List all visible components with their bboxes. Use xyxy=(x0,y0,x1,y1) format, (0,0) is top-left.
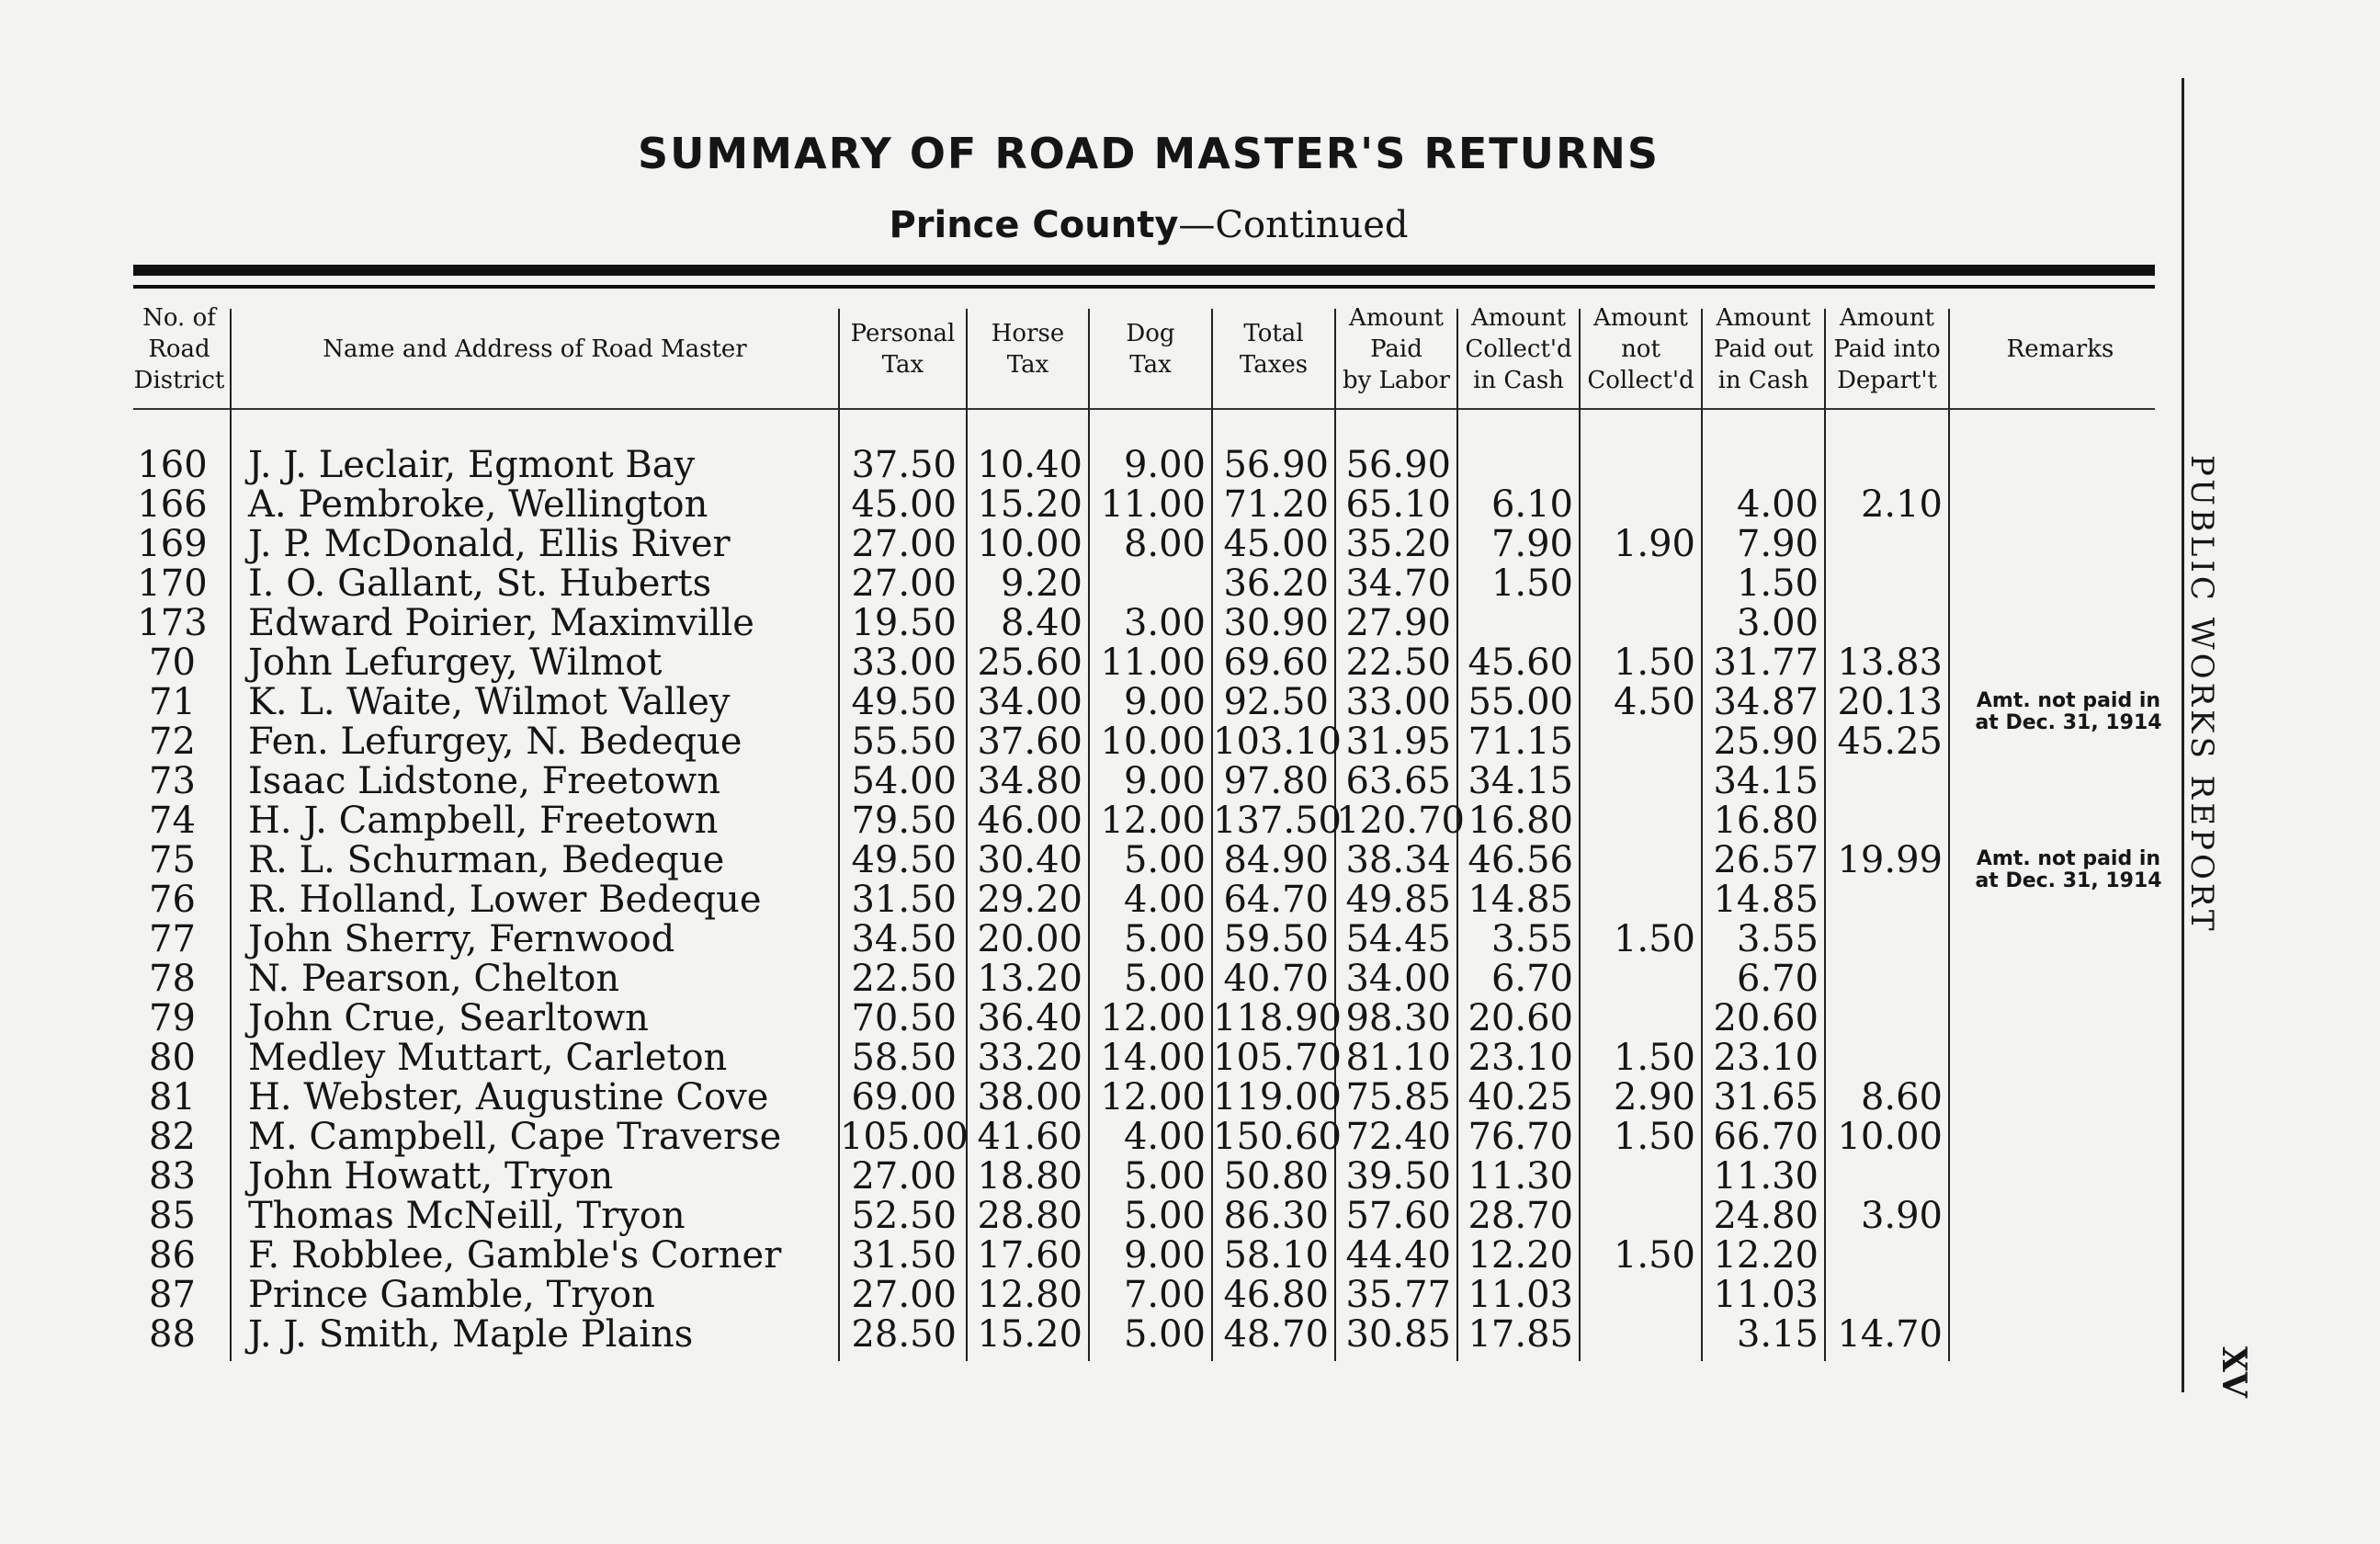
cell-dog: 9.00 xyxy=(1123,760,1206,802)
cell-labor: 39.50 xyxy=(1345,1155,1451,1198)
cell-paid-out: 26.57 xyxy=(1713,839,1819,881)
cell-horse: 18.80 xyxy=(977,1155,1082,1198)
subtitle-county: Prince County xyxy=(889,204,1179,246)
cell-not-collected: 2.90 xyxy=(1613,1076,1695,1118)
cell-personal: 105.00 xyxy=(840,1116,969,1158)
cell-horse: 30.40 xyxy=(977,839,1082,881)
cell-district: 79 xyxy=(149,997,196,1039)
cell-paid-out: 4.00 xyxy=(1736,483,1819,526)
cell-not-collected: 4.50 xyxy=(1613,681,1695,723)
cell-district: 173 xyxy=(137,602,208,644)
cell-district: 82 xyxy=(149,1116,196,1158)
cell-personal: 49.50 xyxy=(851,839,957,881)
cell-collected: 14.85 xyxy=(1468,879,1573,921)
cell-horse: 20.00 xyxy=(977,918,1082,960)
cell-paid-out: 20.60 xyxy=(1713,997,1819,1039)
header-rule-thick xyxy=(133,265,2155,276)
cell-personal: 22.50 xyxy=(851,958,957,1000)
cell-paid-out: 1.50 xyxy=(1736,562,1819,605)
cell-collected: 23.10 xyxy=(1468,1037,1573,1079)
cell-paid-out: 34.15 xyxy=(1713,760,1819,802)
cell-name: John Howatt, Tryon xyxy=(248,1155,614,1198)
cell-personal: 45.00 xyxy=(851,483,957,526)
remark-note: Amt. not paid in at Dec. 31, 1914 xyxy=(1975,847,2162,892)
cell-horse: 46.00 xyxy=(977,800,1082,842)
cell-personal: 34.50 xyxy=(851,918,957,960)
table-row xyxy=(0,525,2380,564)
cell-name: H. J. Campbell, Freetown xyxy=(248,800,719,842)
cell-dog: 8.00 xyxy=(1123,523,1206,565)
header-not-collected: Amount not Collect'd xyxy=(1587,304,1694,394)
cell-dog: 5.00 xyxy=(1123,958,1206,1000)
cell-district: 70 xyxy=(149,641,196,684)
cell-not-collected: 1.90 xyxy=(1613,523,1695,565)
cell-horse: 17.60 xyxy=(977,1234,1082,1277)
cell-total: 45.00 xyxy=(1223,523,1329,565)
cell-paid-into: 3.90 xyxy=(1860,1195,1943,1237)
cell-name: F. Robblee, Gamble's Corner xyxy=(248,1234,782,1277)
cell-name: J. J. Leclair, Egmont Bay xyxy=(248,444,696,486)
cell-labor: 49.85 xyxy=(1345,879,1451,921)
cell-not-collected: 1.50 xyxy=(1613,1234,1695,1277)
cell-personal: 52.50 xyxy=(851,1195,957,1237)
table-row xyxy=(0,485,2380,525)
cell-district: 83 xyxy=(149,1155,196,1198)
cell-paid-out: 24.80 xyxy=(1713,1195,1819,1237)
cell-collected: 3.55 xyxy=(1490,918,1573,960)
cell-collected: 46.56 xyxy=(1468,839,1573,881)
cell-personal: 27.00 xyxy=(851,523,957,565)
cell-name: M. Campbell, Cape Traverse xyxy=(248,1116,782,1158)
cell-personal: 54.00 xyxy=(851,760,957,802)
cell-paid-out: 34.87 xyxy=(1713,681,1819,723)
table-row xyxy=(0,604,2380,643)
cell-paid-out: 11.30 xyxy=(1713,1155,1819,1198)
cell-total: 71.20 xyxy=(1223,483,1329,526)
table-row xyxy=(0,1276,2380,1315)
cell-horse: 41.60 xyxy=(977,1116,1082,1158)
cell-collected: 6.10 xyxy=(1490,483,1573,526)
cell-horse: 37.60 xyxy=(977,721,1082,763)
cell-labor: 31.95 xyxy=(1345,721,1451,763)
cell-labor: 75.85 xyxy=(1345,1076,1451,1118)
cell-collected: 71.15 xyxy=(1468,721,1573,763)
header-paid-into-department: Amount Paid into Depart't xyxy=(1833,304,1941,394)
cell-dog: 5.00 xyxy=(1123,918,1206,960)
cell-collected: 55.00 xyxy=(1468,681,1573,723)
cell-labor: 81.10 xyxy=(1345,1037,1451,1079)
table-row xyxy=(0,1078,2380,1118)
cell-dog: 4.00 xyxy=(1123,1116,1206,1158)
header-paid-by-labor: Amount Paid by Labor xyxy=(1342,304,1451,394)
cell-district: 76 xyxy=(149,879,196,921)
cell-horse: 33.20 xyxy=(977,1037,1082,1079)
cell-name: R. Holland, Lower Bedeque xyxy=(248,879,762,921)
cell-dog: 11.00 xyxy=(1100,483,1206,526)
cell-horse: 15.20 xyxy=(977,483,1082,526)
cell-paid-into: 45.25 xyxy=(1837,721,1943,763)
cell-total: 69.60 xyxy=(1223,641,1329,684)
cell-labor: 33.00 xyxy=(1345,681,1451,723)
cell-district: 169 xyxy=(137,523,208,565)
cell-labor: 27.90 xyxy=(1345,602,1451,644)
remark-note: Amt. not paid in at Dec. 31, 1914 xyxy=(1975,689,2162,734)
cell-total: 119.00 xyxy=(1213,1076,1342,1118)
cell-total: 58.10 xyxy=(1223,1234,1329,1277)
cell-name: N. Pearson, Chelton xyxy=(248,958,620,1000)
cell-total: 150.60 xyxy=(1213,1116,1342,1158)
cell-not-collected: 1.50 xyxy=(1613,1116,1695,1158)
cell-name: Edward Poirier, Maximville xyxy=(248,602,754,644)
cell-paid-out: 7.90 xyxy=(1736,523,1819,565)
cell-district: 86 xyxy=(149,1234,196,1277)
cell-labor: 57.60 xyxy=(1345,1195,1451,1237)
cell-paid-out: 31.77 xyxy=(1713,641,1819,684)
cell-total: 92.50 xyxy=(1223,681,1329,723)
table-row xyxy=(0,920,2380,959)
header-dog-tax: Dog Tax xyxy=(1126,320,1175,379)
cell-name: J. J. Smith, Maple Plains xyxy=(248,1313,694,1356)
cell-labor: 98.30 xyxy=(1345,997,1451,1039)
cell-horse: 10.40 xyxy=(977,444,1082,486)
running-header: PUBLIC WORKS REPORT xyxy=(2183,455,2220,935)
cell-district: 88 xyxy=(149,1313,196,1356)
cell-horse: 15.20 xyxy=(977,1313,1082,1356)
cell-personal: 79.50 xyxy=(851,800,957,842)
cell-name: A. Pembroke, Wellington xyxy=(248,483,708,526)
cell-name: I. O. Gallant, St. Huberts xyxy=(248,562,712,605)
cell-personal: 27.00 xyxy=(851,1155,957,1198)
cell-total: 103.10 xyxy=(1213,721,1342,763)
cell-dog: 10.00 xyxy=(1100,721,1206,763)
cell-personal: 27.00 xyxy=(851,1274,957,1316)
cell-dog: 9.00 xyxy=(1123,1234,1206,1277)
cell-paid-out: 14.85 xyxy=(1713,879,1819,921)
cell-not-collected: 1.50 xyxy=(1613,641,1695,684)
cell-name: Isaac Lidstone, Freetown xyxy=(248,760,721,802)
cell-name: Thomas McNeill, Tryon xyxy=(248,1195,686,1237)
cell-name: H. Webster, Augustine Cove xyxy=(248,1076,769,1118)
cell-total: 30.90 xyxy=(1223,602,1329,644)
cell-district: 160 xyxy=(137,444,208,486)
table-row xyxy=(0,999,2380,1039)
cell-horse: 13.20 xyxy=(977,958,1082,1000)
cell-name: Prince Gamble, Tryon xyxy=(248,1274,655,1316)
cell-collected: 1.50 xyxy=(1490,562,1573,605)
cell-labor: 44.40 xyxy=(1345,1234,1451,1277)
cell-labor: 56.90 xyxy=(1345,444,1451,486)
cell-collected: 12.20 xyxy=(1468,1234,1573,1277)
cell-total: 48.70 xyxy=(1223,1313,1329,1356)
cell-labor: 63.65 xyxy=(1345,760,1451,802)
cell-total: 97.80 xyxy=(1223,760,1329,802)
cell-collected: 40.25 xyxy=(1468,1076,1573,1118)
page-number: XV xyxy=(2215,1346,2253,1398)
cell-not-collected: 1.50 xyxy=(1613,1037,1695,1079)
cell-dog: 12.00 xyxy=(1100,800,1206,842)
cell-labor: 34.70 xyxy=(1345,562,1451,605)
cell-dog: 11.00 xyxy=(1100,641,1206,684)
page-subtitle xyxy=(515,204,1783,246)
cell-district: 73 xyxy=(149,760,196,802)
cell-paid-out: 23.10 xyxy=(1713,1037,1819,1079)
cell-paid-into: 8.60 xyxy=(1860,1076,1943,1118)
cell-total: 59.50 xyxy=(1223,918,1329,960)
cell-labor: 35.77 xyxy=(1345,1274,1451,1316)
cell-personal: 70.50 xyxy=(851,997,957,1039)
cell-horse: 10.00 xyxy=(977,523,1082,565)
table-row xyxy=(0,959,2380,999)
cell-total: 50.80 xyxy=(1223,1155,1329,1198)
table-row xyxy=(0,762,2380,801)
table-row xyxy=(0,1197,2380,1236)
cell-paid-out: 31.65 xyxy=(1713,1076,1819,1118)
cell-paid-out: 3.00 xyxy=(1736,602,1819,644)
cell-district: 170 xyxy=(137,562,208,605)
table-row xyxy=(0,564,2380,604)
cell-collected: 16.80 xyxy=(1468,800,1573,842)
cell-district: 71 xyxy=(149,681,196,723)
cell-personal: 28.50 xyxy=(851,1313,957,1356)
cell-paid-out: 16.80 xyxy=(1713,800,1819,842)
cell-dog: 4.00 xyxy=(1123,879,1206,921)
page-title: SUMMARY OF ROAD MASTER'S RETURNS xyxy=(637,129,1660,178)
cell-name: K. L. Waite, Wilmot Valley xyxy=(248,681,731,723)
cell-not-collected: 1.50 xyxy=(1613,918,1695,960)
header-collected-cash: Amount Collect'd in Cash xyxy=(1465,304,1572,394)
cell-district: 72 xyxy=(149,721,196,763)
cell-horse: 29.20 xyxy=(977,879,1082,921)
table-row xyxy=(0,643,2380,683)
subtitle-continued: —Continued xyxy=(1178,204,1409,246)
cell-total: 86.30 xyxy=(1223,1195,1329,1237)
cell-dog: 12.00 xyxy=(1100,997,1206,1039)
cell-paid-into: 14.70 xyxy=(1837,1313,1943,1356)
cell-total: 105.70 xyxy=(1213,1037,1342,1079)
cell-collected: 45.60 xyxy=(1468,641,1573,684)
cell-horse: 34.80 xyxy=(977,760,1082,802)
cell-labor: 35.20 xyxy=(1345,523,1451,565)
cell-district: 87 xyxy=(149,1274,196,1316)
cell-name: Medley Muttart, Carleton xyxy=(248,1037,728,1079)
cell-paid-out: 6.70 xyxy=(1736,958,1819,1000)
cell-district: 166 xyxy=(137,483,208,526)
table-row xyxy=(0,1315,2380,1355)
cell-personal: 37.50 xyxy=(851,444,957,486)
cell-personal: 69.00 xyxy=(851,1076,957,1118)
cell-labor: 120.70 xyxy=(1336,800,1465,842)
cell-total: 46.80 xyxy=(1223,1274,1329,1316)
table-row xyxy=(0,1236,2380,1276)
cell-paid-out: 3.55 xyxy=(1736,918,1819,960)
cell-total: 40.70 xyxy=(1223,958,1329,1000)
table-row xyxy=(0,801,2380,841)
cell-horse: 25.60 xyxy=(977,641,1082,684)
cell-horse: 9.20 xyxy=(1000,562,1082,605)
cell-personal: 33.00 xyxy=(851,641,957,684)
cell-district: 85 xyxy=(149,1195,196,1237)
cell-horse: 38.00 xyxy=(977,1076,1082,1118)
cell-name: John Crue, Searltown xyxy=(248,997,649,1039)
cell-district: 77 xyxy=(149,918,196,960)
cell-name: J. P. McDonald, Ellis River xyxy=(248,523,731,565)
cell-dog: 5.00 xyxy=(1123,1195,1206,1237)
cell-paid-out: 3.15 xyxy=(1736,1313,1819,1356)
cell-name: R. L. Schurman, Bedeque xyxy=(248,839,725,881)
cell-horse: 36.40 xyxy=(977,997,1082,1039)
cell-dog: 5.00 xyxy=(1123,839,1206,881)
cell-horse: 12.80 xyxy=(977,1274,1082,1316)
cell-paid-into: 10.00 xyxy=(1837,1116,1943,1158)
cell-personal: 27.00 xyxy=(851,562,957,605)
cell-labor: 72.40 xyxy=(1345,1116,1451,1158)
cell-paid-into: 13.83 xyxy=(1837,641,1943,684)
cell-collected: 11.30 xyxy=(1468,1155,1573,1198)
cell-personal: 19.50 xyxy=(851,602,957,644)
header-rule-thin xyxy=(133,285,2155,289)
cell-collected: 17.85 xyxy=(1468,1313,1573,1356)
cell-paid-into: 19.99 xyxy=(1837,839,1943,881)
header-name: Name and Address of Road Master xyxy=(323,335,747,363)
cell-name: Fen. Lefurgey, N. Bedeque xyxy=(248,721,742,763)
cell-total: 84.90 xyxy=(1223,839,1329,881)
cell-dog: 5.00 xyxy=(1123,1313,1206,1356)
table-row xyxy=(0,1157,2380,1197)
cell-paid-into: 20.13 xyxy=(1837,681,1943,723)
cell-district: 74 xyxy=(149,800,196,842)
cell-dog: 12.00 xyxy=(1100,1076,1206,1118)
cell-personal: 58.50 xyxy=(851,1037,957,1079)
table-row xyxy=(0,446,2380,485)
header-district: No. of Road District xyxy=(133,304,225,394)
cell-paid-out: 66.70 xyxy=(1713,1116,1819,1158)
table-row xyxy=(0,1039,2380,1078)
cell-labor: 38.34 xyxy=(1345,839,1451,881)
cell-name: John Lefurgey, Wilmot xyxy=(248,641,663,684)
cell-paid-out: 11.03 xyxy=(1713,1274,1819,1316)
cell-labor: 30.85 xyxy=(1345,1313,1451,1356)
cell-personal: 31.50 xyxy=(851,1234,957,1277)
cell-collected: 20.60 xyxy=(1468,997,1573,1039)
cell-dog: 9.00 xyxy=(1123,681,1206,723)
cell-collected: 76.70 xyxy=(1468,1116,1573,1158)
cell-collected: 34.15 xyxy=(1468,760,1573,802)
cell-total: 56.90 xyxy=(1223,444,1329,486)
cell-district: 81 xyxy=(149,1076,196,1118)
header-total-taxes: Total Taxes xyxy=(1239,320,1309,379)
cell-personal: 31.50 xyxy=(851,879,957,921)
cell-district: 80 xyxy=(149,1037,196,1079)
cell-personal: 55.50 xyxy=(851,721,957,763)
cell-paid-out: 25.90 xyxy=(1713,721,1819,763)
cell-labor: 34.00 xyxy=(1345,958,1451,1000)
cell-horse: 34.00 xyxy=(977,681,1082,723)
cell-name: John Sherry, Fernwood xyxy=(248,918,675,960)
cell-collected: 11.03 xyxy=(1468,1274,1573,1316)
cell-total: 64.70 xyxy=(1223,879,1329,921)
cell-collected: 28.70 xyxy=(1468,1195,1573,1237)
cell-collected: 6.70 xyxy=(1490,958,1573,1000)
cell-dog: 7.00 xyxy=(1123,1274,1206,1316)
cell-horse: 28.80 xyxy=(977,1195,1082,1237)
header-personal-tax: Personal Tax xyxy=(850,320,956,379)
cell-labor: 22.50 xyxy=(1345,641,1451,684)
header-remarks: Remarks xyxy=(2006,335,2114,363)
cell-dog: 5.00 xyxy=(1123,1155,1206,1198)
cell-labor: 65.10 xyxy=(1345,483,1451,526)
cell-paid-into: 2.10 xyxy=(1860,483,1943,526)
cell-district: 78 xyxy=(149,958,196,1000)
cell-total: 137.50 xyxy=(1213,800,1342,842)
cell-paid-out: 12.20 xyxy=(1713,1234,1819,1277)
cell-district: 75 xyxy=(149,839,196,881)
cell-dog: 14.00 xyxy=(1100,1037,1206,1079)
table-row xyxy=(0,1118,2380,1157)
header-horse-tax: Horse Tax xyxy=(991,320,1065,379)
cell-personal: 49.50 xyxy=(851,681,957,723)
cell-labor: 54.45 xyxy=(1345,918,1451,960)
cell-dog: 3.00 xyxy=(1123,602,1206,644)
cell-dog: 9.00 xyxy=(1123,444,1206,486)
cell-total: 118.90 xyxy=(1213,997,1342,1039)
column-header-rule xyxy=(133,408,2155,410)
cell-total: 36.20 xyxy=(1223,562,1329,605)
cell-horse: 8.40 xyxy=(1000,602,1082,644)
header-paid-out-cash: Amount Paid out in Cash xyxy=(1714,304,1813,394)
cell-collected: 7.90 xyxy=(1490,523,1573,565)
